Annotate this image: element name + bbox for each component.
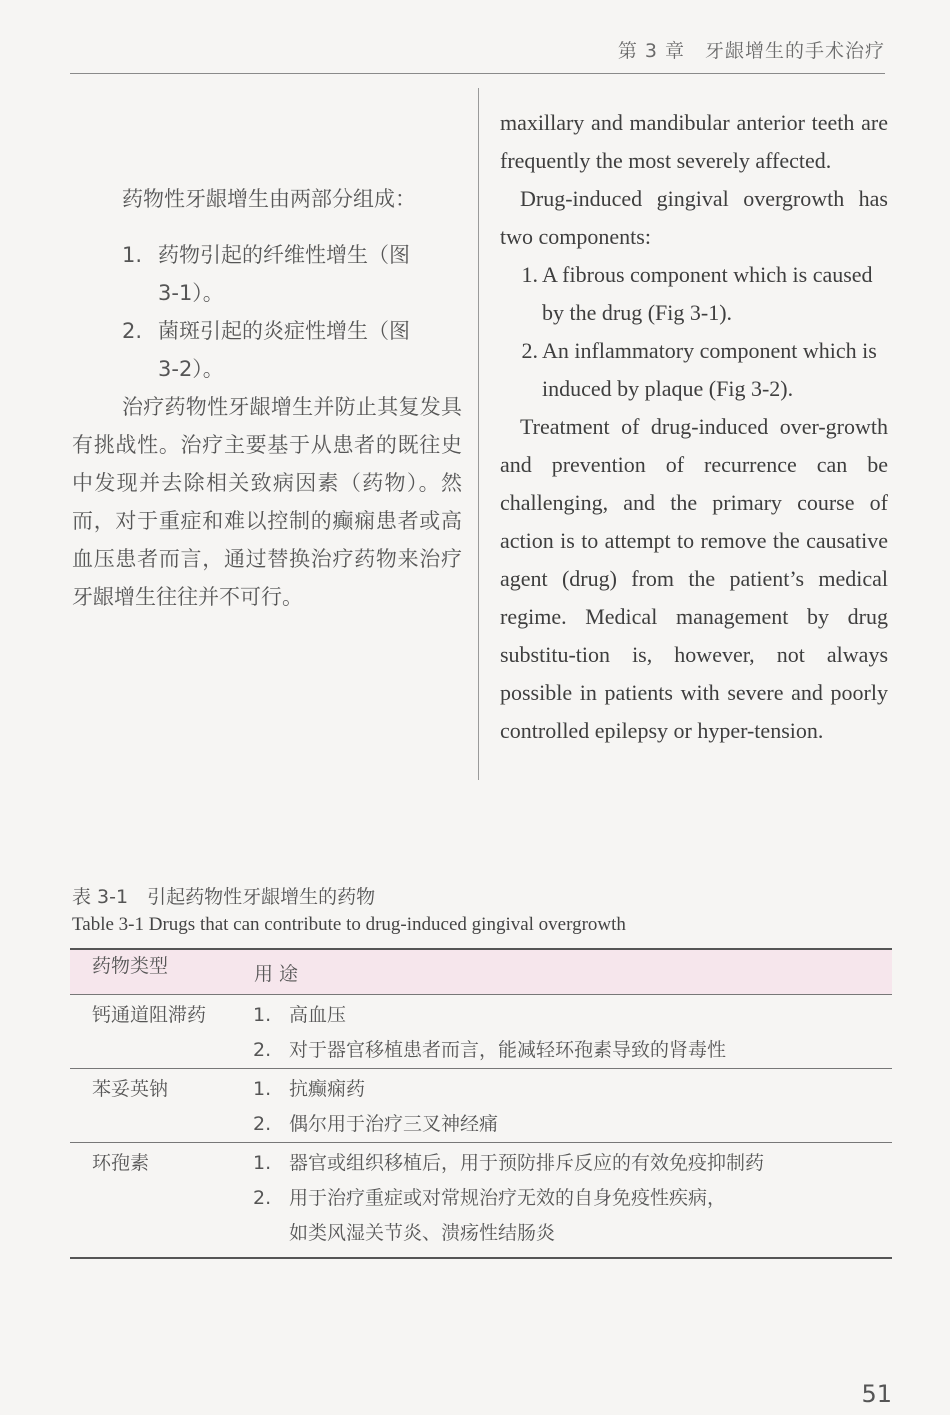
column-divider [478,88,479,780]
usage-cell [253,995,892,1069]
usage-cell [253,1143,892,1259]
en-paragraph: Treatment of drug-induced over-growth and prevention of recurrence can be challenging, and the primary course of action is to attempt to remove the causative agent (drug) from the patient’s medical regime. Medical management by drug substitu-tion is, however, not always possible in patients with severe and poorly controlled epilepsy or hyper-tension. [500,414,888,743]
table-header-row [70,949,892,995]
usage-line: 2. 偶尔用于治疗三叉神经痛 [253,1113,499,1135]
zh-item-text: 药物引起的纤维性增生（图 3-1）。 [158,243,410,305]
header-drug-type: 药物类型 [92,955,169,977]
zh-intro: 药物性牙龈增生由两部分组成： [122,187,416,211]
table-row [70,1143,892,1259]
en-item-number: 2. [521,338,538,363]
zh-paragraph: 治疗药物性牙龈增生并防止其复发具有挑战性。治疗主要基于从患者的既往史中发现并去除相关致病因素（药物）。然而，对于重症和难以控制的癫痫患者或高血压患者而言，通过替换治疗药物来治疗牙龈增生往往并不可行。 [72,395,462,609]
usage-line: 2. 用于治疗重症或对常规治疗无效的自身免疫性疾病， [253,1187,727,1209]
drug-category: 环孢素 [92,1152,150,1174]
usage-cell [253,1069,892,1143]
en-item-text: An inflammatory component which is induced by plaque (Fig 3-2). [542,338,877,401]
table-caption-en: Table 3-1 Drugs that can contribute to drug-induced gingival overgrowth [72,914,626,935]
page-header [70,36,885,74]
usage-line: 1. 高血压 [253,1004,347,1026]
chinese-column [72,180,462,616]
drug-table [70,948,892,1259]
zh-item-number: 1. [121,243,142,267]
en-continuation: maxillary and mandibular anterior teeth are frequently the most severely affected. [500,110,888,173]
zh-item-text: 菌斑引起的炎症性增生（图 3-2）。 [158,319,410,381]
drug-category: 苯妥英钠 [92,1078,169,1100]
drug-category: 钙通道阻滞药 [92,1004,207,1026]
en-item-text: A fibrous component which is caused by the drug (Fig 3-1). [542,262,873,325]
en-intro: Drug-induced gingival overgrowth has two components: [500,186,888,249]
zh-list-item [72,236,462,312]
zh-list-item [72,312,462,388]
page-number: 51 [861,1380,892,1408]
table-caption-zh: 表 3-1 引起药物性牙龈增生的药物 [72,886,376,908]
usage-line: 1. 器官或组织移植后，用于预防排斥反应的有效免疫抑制药 [253,1152,765,1174]
header-usage: 用 途 [254,962,299,985]
en-list-item [500,332,888,408]
en-item-number: 1. [521,262,538,287]
chapter-title: 第 3 章 牙龈增生的手术治疗 [617,40,885,62]
en-list [500,256,888,408]
zh-list [72,236,462,388]
english-column [500,104,888,750]
usage-line: 2. 对于器官移植患者而言，能减轻环孢素导致的肾毒性 [253,1039,727,1061]
zh-item-number: 2. [121,319,142,343]
usage-line: 1. 抗癫痫药 [253,1078,366,1100]
table-row [70,995,892,1069]
en-list-item [500,256,888,332]
table-row [70,1069,892,1143]
usage-line: 如类风湿关节炎、溃疡性结肠炎 [289,1222,556,1244]
